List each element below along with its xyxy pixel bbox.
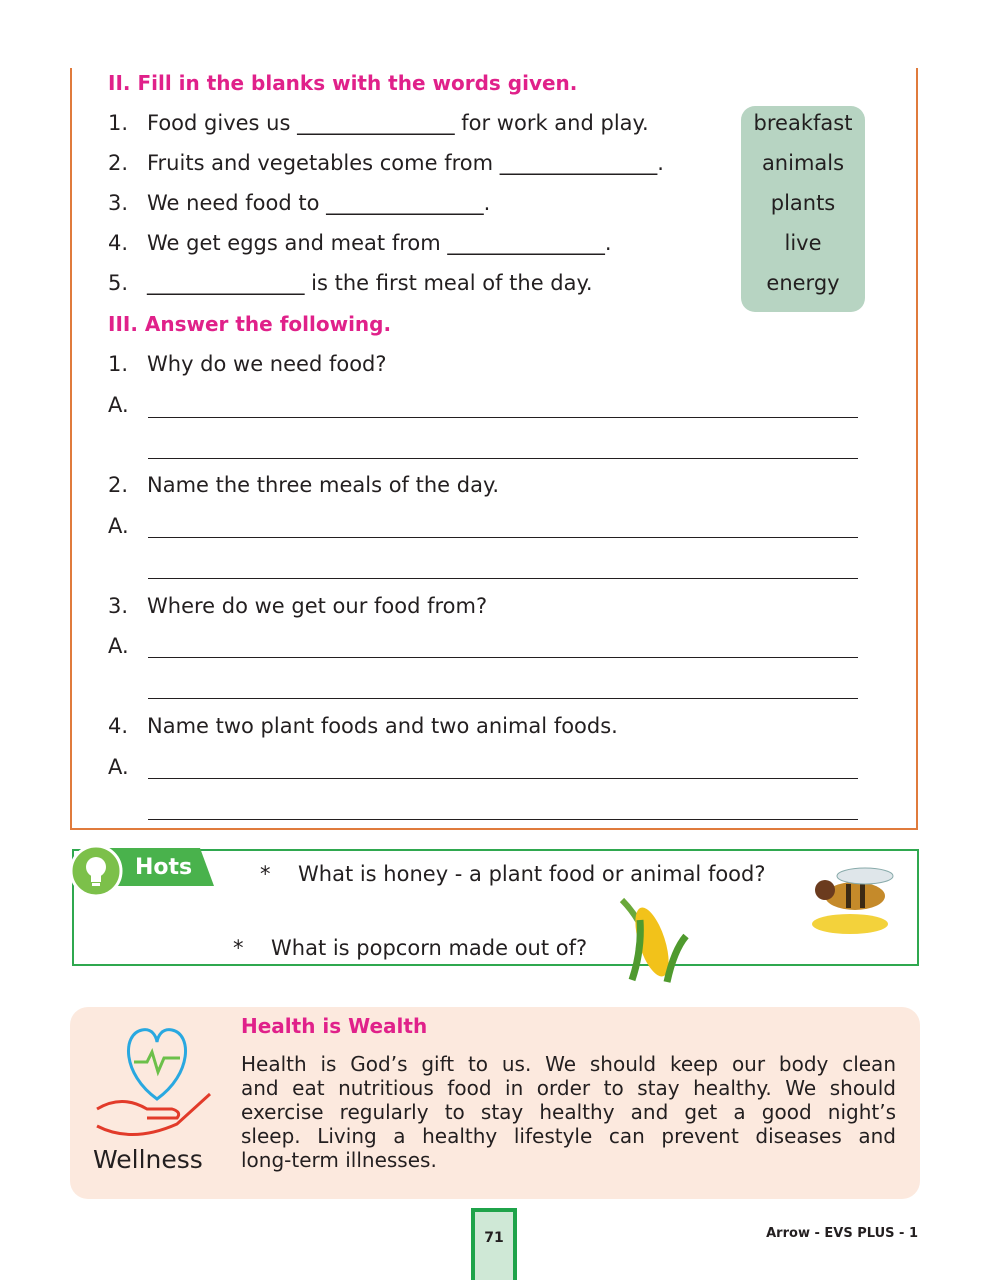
- wellness-line: exercise regularly to stay healthy and get a good night’s: [241, 1100, 896, 1124]
- question-3: [108, 594, 487, 618]
- fill-item-1: [108, 111, 649, 135]
- answer-line[interactable]: [148, 417, 858, 418]
- question-text: Where do we get our food from?: [147, 594, 488, 618]
- answer-line[interactable]: [148, 698, 858, 699]
- item-number: 1.: [108, 111, 129, 135]
- wellness-line: long-term illnesses.: [241, 1148, 437, 1172]
- question-text: Name the three meals of the day.: [147, 473, 500, 497]
- section-3-heading: III. Answer the following.: [108, 312, 392, 336]
- wellness-text: [241, 1052, 896, 1172]
- item-text: Food gives us _______________ for work and play.: [147, 111, 649, 135]
- wellness-title: Health is Wealth: [241, 1014, 428, 1038]
- question-text: Name two plant foods and two animal foods.: [147, 714, 618, 738]
- answer-line[interactable]: [148, 537, 858, 538]
- section-2-heading: II. Fill in the blanks with the words given.: [108, 71, 578, 95]
- word-bank-item: live: [784, 231, 822, 255]
- question-text: Why do we need food?: [147, 352, 387, 376]
- heart-in-hand-icon: [92, 1014, 222, 1144]
- word-bank-item: breakfast: [753, 111, 853, 135]
- hots-bullet: *: [260, 862, 271, 886]
- item-number: 2.: [108, 151, 129, 175]
- word-bank-item: energy: [766, 271, 840, 295]
- item-text: Fruits and vegetables come from _______________.: [147, 151, 664, 175]
- item-text: We get eggs and meat from _______________.: [147, 231, 612, 255]
- fill-item-2: [108, 151, 664, 175]
- answer-line[interactable]: [148, 778, 858, 779]
- hots-question-1: What is honey - a plant food or animal food?: [298, 862, 766, 886]
- question-4: [108, 714, 618, 738]
- question-number: 4.: [108, 714, 129, 738]
- answer-line[interactable]: [148, 458, 858, 459]
- answer-line[interactable]: [148, 578, 858, 579]
- question-number: 2.: [108, 473, 129, 497]
- question-1: [108, 352, 387, 376]
- fill-item-4: [108, 231, 612, 255]
- bee-image: [800, 856, 900, 936]
- lightbulb-icon: [69, 844, 123, 898]
- corn-image: [612, 890, 690, 990]
- item-text: _______________ is the first meal of the day.: [147, 271, 593, 295]
- hots-bullet: *: [233, 936, 244, 960]
- answer-label: A.: [108, 514, 129, 538]
- page-number: 71: [471, 1208, 517, 1280]
- item-number: 4.: [108, 231, 129, 255]
- word-bank-item: animals: [761, 151, 845, 175]
- item-number: 3.: [108, 191, 129, 215]
- question-2: [108, 473, 499, 497]
- answer-line[interactable]: [148, 657, 858, 658]
- hots-question-2: What is popcorn made out of?: [271, 936, 588, 960]
- wellness-line: Health is God’s gift to us. We should keep our body clean: [241, 1052, 896, 1076]
- answer-label: A.: [108, 634, 129, 658]
- wellness-label: Wellness: [93, 1145, 203, 1174]
- hots-label: Hots: [135, 855, 193, 880]
- item-text: We need food to _______________.: [147, 191, 491, 215]
- answer-line[interactable]: [148, 819, 858, 820]
- fill-item-3: [108, 191, 490, 215]
- wellness-line: and eat nutritious food in order to stay healthy. We should: [241, 1076, 896, 1100]
- item-number: 5.: [108, 271, 129, 295]
- fill-item-5: [108, 271, 593, 295]
- answer-label: A.: [108, 393, 129, 417]
- answer-label: A.: [108, 755, 129, 779]
- wellness-line: sleep. Living a healthy lifestyle can prevent diseases and: [241, 1124, 896, 1148]
- question-number: 3.: [108, 594, 129, 618]
- question-number: 1.: [108, 352, 129, 376]
- word-bank-item: plants: [770, 191, 836, 215]
- book-title: Arrow - EVS PLUS - 1: [766, 1226, 918, 1241]
